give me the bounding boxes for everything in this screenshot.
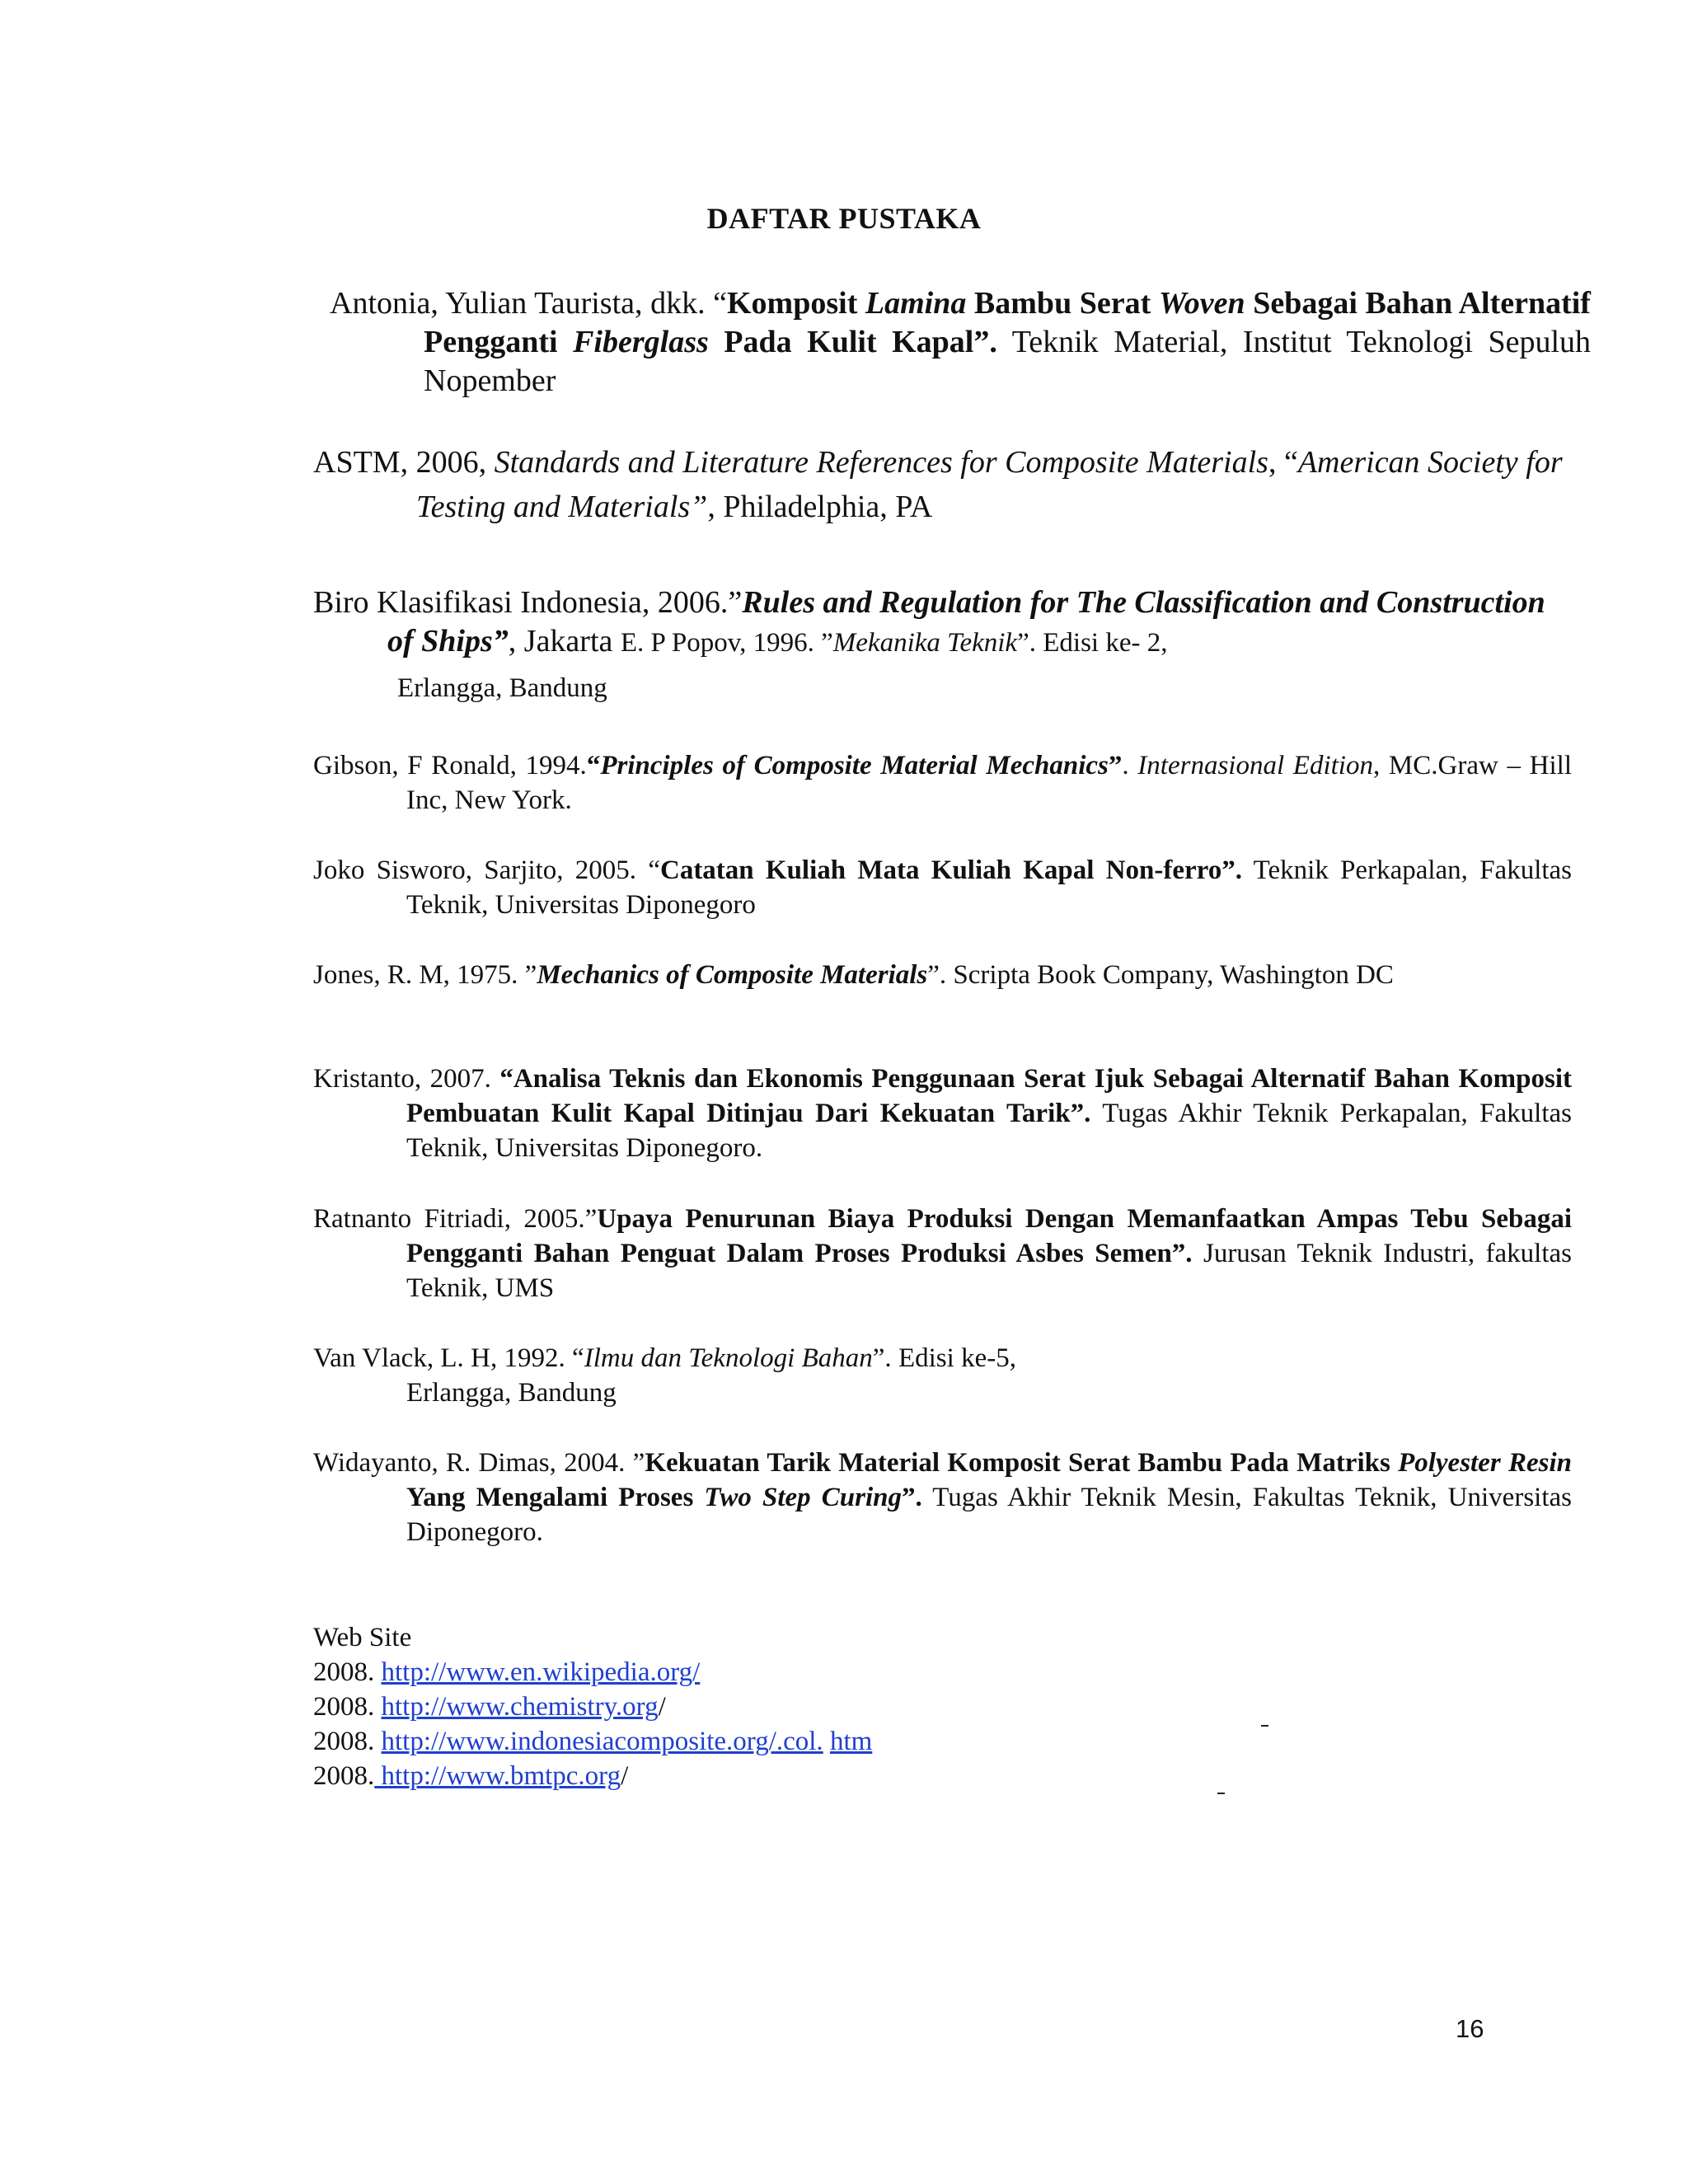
ref-edition: ”. Edisi ke- 2, (1017, 628, 1168, 658)
web-tail: / (621, 1761, 629, 1791)
reference-entry-vanvlack (313, 1341, 1016, 1410)
ref-author: Gibson, F Ronald, 1994. (313, 751, 587, 780)
web-tail: / (658, 1692, 666, 1722)
web-site-item (313, 1690, 872, 1724)
reference-entry-widayanto (313, 1446, 1572, 1549)
ref-title: Kekuatan Tarik Material Komposit Serat Bambu Pada Matriks (645, 1448, 1399, 1478)
ref-publisher: , Jakarta (508, 624, 621, 658)
ref-author: Antonia, Yulian Taurista, dkk. “ (330, 286, 727, 321)
ref-title-italic: Rules and Regulation for The Classification and Construction of Ships” (387, 585, 1545, 658)
reference-entry-astm (313, 440, 1587, 529)
ref-title-italic: Ilmu dan Teknologi Bahan (584, 1343, 873, 1373)
ref-author: Widayanto, R. Dimas, 2004. ” (313, 1448, 645, 1478)
ref-author: E. P Popov, 1996. ” (620, 628, 833, 658)
ref-quote: ” (1108, 751, 1123, 780)
ref-publisher: ”. Scripta Book Company, Washington DC (927, 960, 1394, 990)
ref-publisher: Tugas Akhir Teknik Perkapalan, Fakultas Teknik, Universitas Diponegoro. (406, 1099, 1572, 1163)
ref-title-italic: Fiberglass (573, 325, 709, 359)
ref-title: Sebagai Bahan Alternatif Pengganti (424, 286, 1591, 359)
ref-publisher: ”. Edisi ke-5, Erlangga, Bandung (406, 1343, 1017, 1408)
reference-entry-jones (313, 958, 1572, 992)
web-site-item (313, 1724, 872, 1759)
web-year: 2008. (313, 1657, 382, 1687)
ref-publisher: Erlangga, Bandung (397, 673, 607, 703)
ref-publisher: Teknik Perkapalan, Fakultas Teknik, Universitas Diponegoro (406, 855, 1573, 920)
ref-title-italic: Woven (1158, 286, 1245, 321)
ref-author: Jones, R. M, 1975. ” (313, 960, 537, 990)
web-site-item (313, 1759, 872, 1793)
web-link-htm[interactable]: htm (829, 1727, 873, 1756)
ref-title: Komposit (727, 286, 865, 321)
web-link-indonesiacomposite[interactable]: http://www.indonesiacomposite.org/.col. (381, 1727, 823, 1756)
ref-title-italic: Standards and Literature References for Composite Materials (494, 445, 1268, 480)
ref-publisher: , Philadelphia, PA (707, 490, 933, 524)
ref-title-italic: American Society for Testing and Materials” (416, 445, 1563, 524)
page-title: DAFTAR PUSTAKA (706, 202, 982, 235)
ref-author: Ratnanto Fitriadi, 2005.” (313, 1204, 598, 1234)
ref-title-italic: Mekanika Teknik (832, 628, 1018, 658)
web-link-chemistry[interactable]: http://www.chemistry.org (381, 1692, 659, 1722)
ref-title: “Analisa Teknis dan Ekonomis Penggunaan Serat Ijuk Sebagai Alternatif Bahan Komposit Pembuatan Kulit Kapal Ditinjau Dari Kekuatan Tarik”. (406, 1064, 1572, 1128)
web-year: 2008. (313, 1692, 382, 1722)
ref-title: ”. (902, 1483, 922, 1512)
ref-publisher: , MC.Graw – Hill Inc, New York. (406, 751, 1572, 815)
ref-title-italic: Lamina (865, 286, 967, 321)
ref-title: Upaya Penurunan Biaya Produksi Dengan Memanfaatkan Ampas Tebu Sebagai Pengganti Bahan Penguat Dalam Proses Produksi Asbes Semen”. (406, 1204, 1572, 1268)
ref-author: Biro Klasifikasi Indonesia, 2006.” (313, 585, 743, 620)
ref-title: Catatan Kuliah Mata Kuliah Kapal Non-ferro”. (659, 855, 1242, 885)
web-year: 2008. (313, 1727, 382, 1756)
ref-publisher: Teknik Material, Institut Teknologi Sepuluh Nopember (424, 325, 1592, 398)
ref-author: ASTM, 2006, (313, 445, 495, 480)
ref-title-italic: Polyester Resin (1398, 1448, 1572, 1478)
ref-title-italic: Mechanics of Composite Materials (537, 960, 928, 990)
stray-mark (1261, 1725, 1268, 1727)
stray-mark (1217, 1793, 1225, 1794)
ref-publisher: Tugas Akhir Teknik Mesin, Fakultas Teknik, Universitas Diponegoro. (406, 1483, 1572, 1547)
reference-entry-kristanto (313, 1062, 1572, 1165)
reference-entry-joko (313, 853, 1572, 922)
web-link-wikipedia[interactable]: http://www.en.wikipedia.org/ (381, 1657, 701, 1687)
ref-publisher: Jurusan Teknik Industri, fakultas Teknik, UMS (406, 1239, 1572, 1303)
ref-title: Pada Kulit Kapal”. (708, 325, 997, 359)
ref-author: Van Vlack, L. H, 1992. “ (313, 1343, 584, 1373)
reference-entry-ratnanto (313, 1202, 1572, 1305)
web-site-section (313, 1620, 872, 1793)
web-site-heading: Web Site (313, 1623, 412, 1652)
ref-title: Bambu Serat (966, 286, 1159, 321)
web-site-item (313, 1655, 872, 1690)
web-year: 2008. (313, 1761, 375, 1791)
ref-author: Joko Sisworo, Sarjito, 2005. “ (313, 855, 660, 885)
ref-edition-italic: Internasional Edition (1137, 751, 1373, 780)
ref-author: Kristanto, 2007. (313, 1064, 500, 1094)
ref-separator: , “ (1268, 445, 1298, 480)
ref-title: Yang Mengalami Proses (406, 1483, 705, 1512)
ref-quote: “ (586, 751, 601, 780)
reference-entry-antonia (330, 284, 1591, 401)
page-number: 16 (1456, 2014, 1484, 2043)
ref-title-italic: Two Step Curing (704, 1483, 903, 1512)
web-link-bmtpc[interactable]: http://www.bmtpc.org (374, 1761, 621, 1791)
reference-entry-biro (313, 583, 1558, 708)
reference-entry-gibson (313, 748, 1572, 818)
ref-title-italic: Principles of Composite Material Mechanics (600, 751, 1109, 780)
ref-separator: . (1122, 751, 1138, 780)
